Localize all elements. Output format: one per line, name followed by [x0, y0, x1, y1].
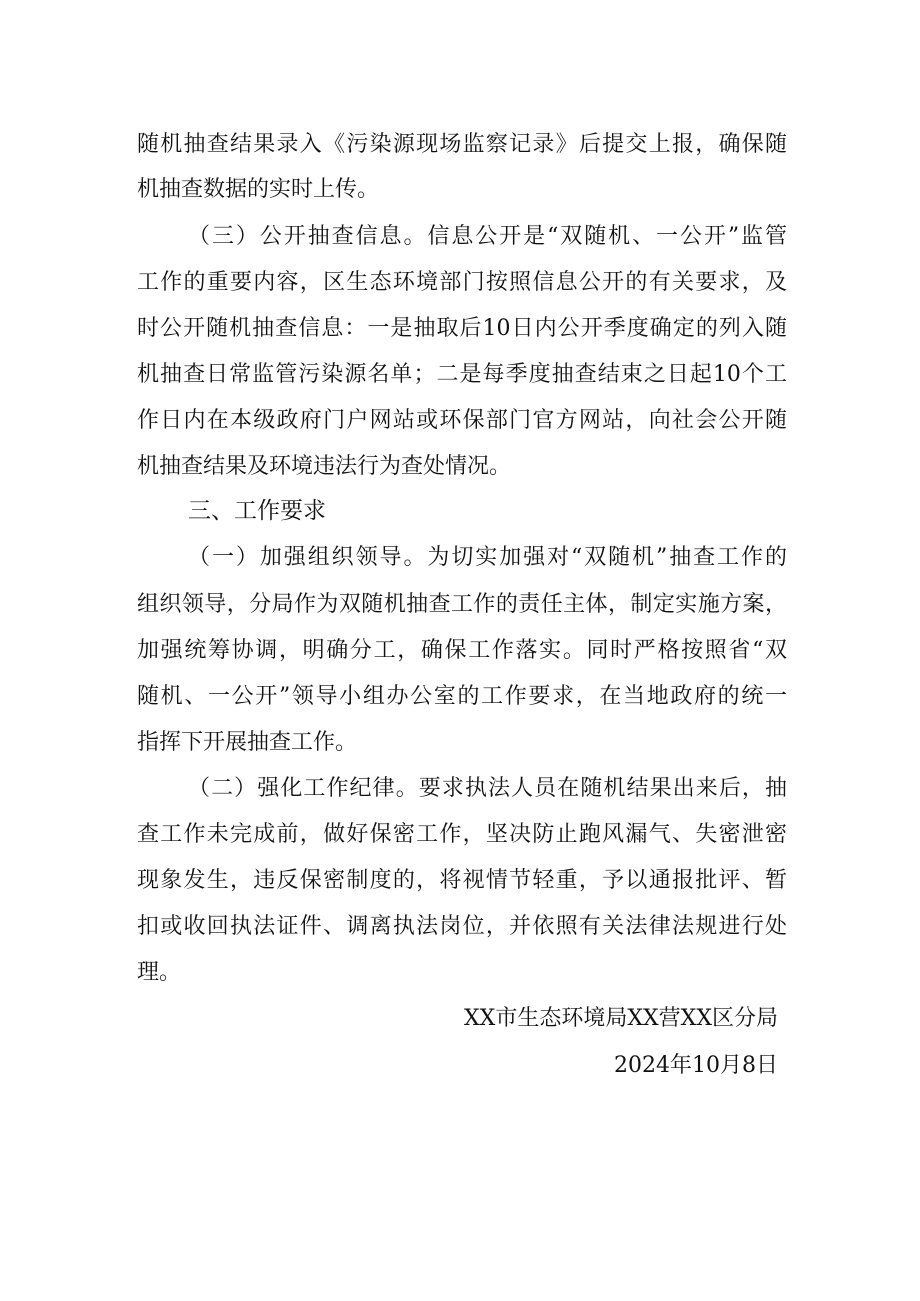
paragraph-line: （三）公开抽查信息。信息公开是“双随机、一公开”监管: [188, 224, 787, 249]
section-heading: 三、工作要求: [188, 498, 326, 524]
paragraph-line: 作日内在本级政府门户网站或环保部门官方网站，向社会公开随: [137, 408, 787, 433]
paragraph-line: 机抽查结果及环境违法行为查处情况。: [137, 454, 512, 479]
paragraph-line: 随机、一公开”领导小组办公室的工作要求，在当地政府的统一: [137, 684, 787, 709]
paragraph-line: 现象发生，违反保密制度的，将视情节轻重，予以通报批评、暂: [137, 868, 787, 893]
paragraph-line: 加强统筹协调，明确分工，确保工作落实。同时严格按照省“双: [137, 638, 787, 663]
paragraph-line: 机抽查数据的实时上传。: [137, 177, 380, 202]
paragraph-line: 指挥下开展抽查工作。: [137, 730, 358, 755]
paragraph-line: （二）强化工作纪律。要求执法人员在随机结果出来后，抽: [188, 776, 787, 801]
paragraph-line: （一）加强组织领导。为切实加强对“双随机”抽查工作的: [188, 545, 787, 570]
signature-date: 2024年10月8日: [614, 1053, 778, 1078]
paragraph-line: 扣或收回执法证件、调离执法岗位，并依照有关法律法规进行处: [137, 914, 787, 939]
paragraph-line: 工作的重要内容，区生态环境部门按照信息公开的有关要求，及: [137, 270, 787, 295]
paragraph-line: 组织领导，分局作为双随机抽查工作的责任主体，制定实施方案，: [137, 592, 787, 617]
paragraph-line: 查工作未完成前，做好保密工作，坚决防止跑风漏气、失密泄密: [137, 822, 787, 847]
paragraph-line: 理。: [137, 960, 182, 985]
paragraph-line: 时公开随机抽查信息：一是抽取后10日内公开季度确定的列入随: [137, 316, 787, 341]
signature-organization: XX市生态环境局XX营XX区分局: [464, 1006, 778, 1031]
paragraph-line: 机抽查日常监管污染源名单；二是每季度抽查结束之日起10个工: [137, 362, 787, 387]
paragraph-line: 随机抽查结果录入《污染源现场监察记录》后提交上报，确保随: [137, 132, 787, 157]
